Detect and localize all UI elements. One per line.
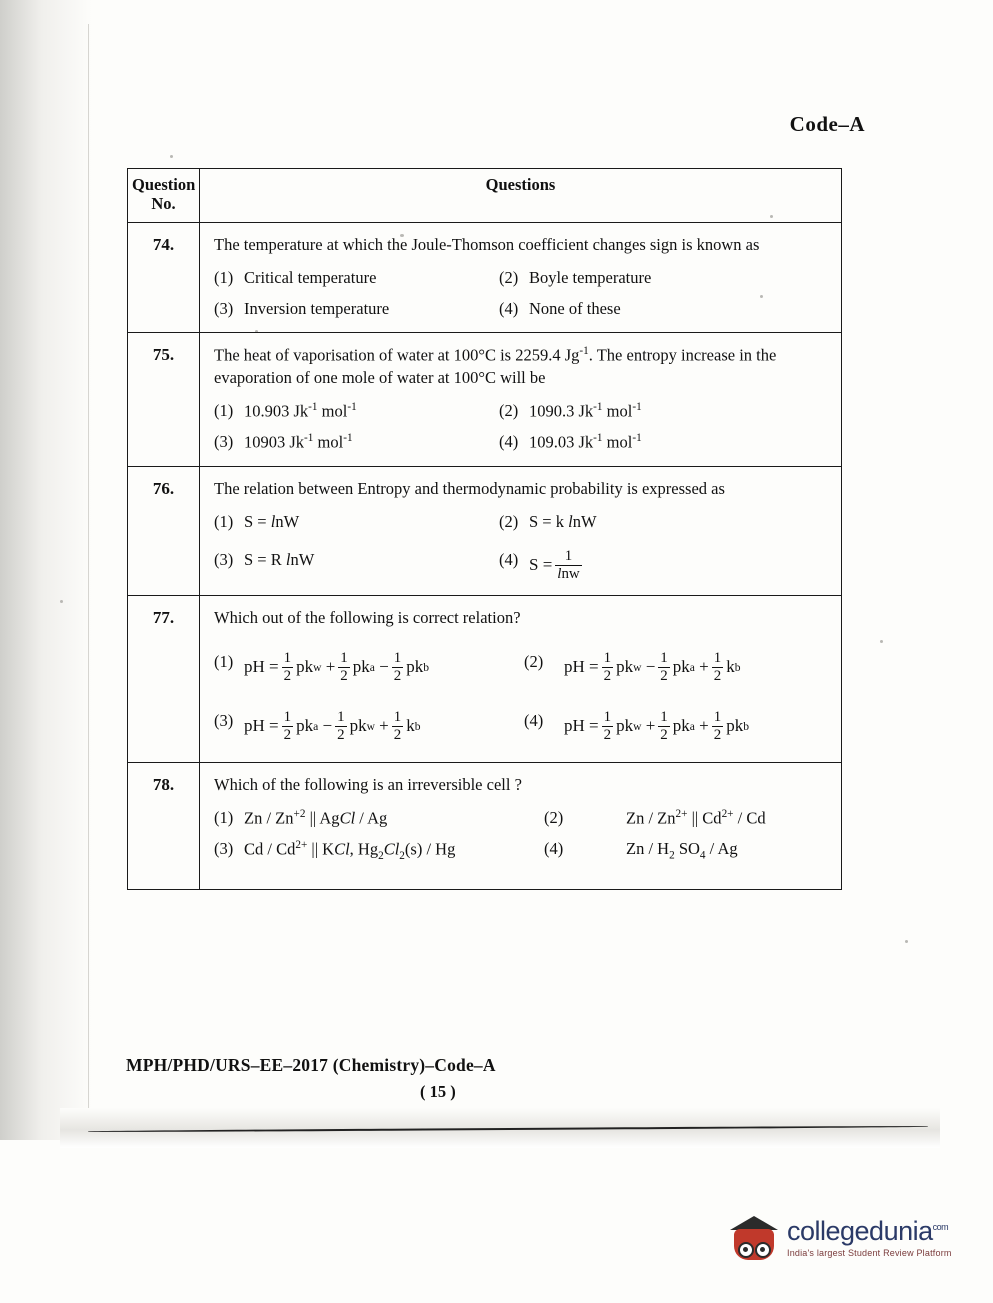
option-label: (2) <box>499 512 519 532</box>
option-text: 1090.3 $Jk^{-1}$ mol$^{-1}$ <box>529 400 642 421</box>
question-stem: The temperature at which the Joule-Thomson coefficient changes sign is known as <box>214 234 760 254</box>
option-label: (2) <box>499 267 519 287</box>
header-questions: Questions <box>485 175 556 194</box>
option-text: pH = $\frac{1}{2}$ pk w + $\frac{1}{2}$ pk a + $\frac{1}{2}$ pk b <box>564 708 750 743</box>
option-3[interactable] <box>214 838 544 864</box>
scan-speck <box>170 155 173 158</box>
option-text: S = R lnW <box>244 550 315 570</box>
option-4[interactable] <box>499 431 642 453</box>
option-2[interactable] <box>499 511 597 533</box>
table-row <box>128 762 842 890</box>
code-label: Code–A <box>789 112 865 136</box>
question-stem: Which out of the following is correct relation? <box>214 607 521 627</box>
option-label: (4) <box>499 298 519 318</box>
option-label: (2) <box>524 651 544 671</box>
option-2[interactable] <box>499 267 651 289</box>
watermark-name: collegedunia$^{com}$ <box>787 1216 949 1246</box>
option-text: pH = $\frac{1}{2}$ pk a − $\frac{1}{2}$ pk w + $\frac{1}{2}$ k b <box>244 708 421 743</box>
question-body <box>200 333 841 466</box>
option-1[interactable] <box>214 400 499 422</box>
questions-table <box>127 168 842 890</box>
option-text: pH = $\frac{1}{2}$ pk w + $\frac{1}{2}$ pk a − $\frac{1}{2}$ pk b <box>244 649 430 684</box>
option-label: (4) <box>499 550 519 570</box>
option-text: Zn / $H_2$ $SO_4$ / Ag <box>626 838 738 862</box>
option-2[interactable] <box>544 807 766 829</box>
scan-speck <box>880 640 883 643</box>
question-stem: The relation between Entropy and thermodynamic probability is expressed as <box>214 479 725 499</box>
option-label: (4) <box>544 838 564 858</box>
header-question-no: Question No. <box>132 175 196 213</box>
page-left-shadow <box>0 0 92 1140</box>
table-header-row <box>128 169 842 223</box>
scan-speck <box>60 600 63 603</box>
question-number: 74. <box>152 234 175 254</box>
option-label: (3) <box>214 710 234 730</box>
table-row <box>128 595 842 762</box>
options-list <box>214 267 829 320</box>
question-body <box>200 763 841 890</box>
option-label: (1) <box>214 807 234 827</box>
table-row <box>128 222 842 332</box>
option-label: (2) <box>544 807 564 827</box>
option-4[interactable] <box>544 838 738 863</box>
question-body <box>200 223 841 332</box>
option-text: S = $\frac{1}{\ln w}$ <box>529 548 580 582</box>
option-label: (4) <box>499 432 519 452</box>
question-number: 78. <box>152 774 175 794</box>
option-text: S = lnW <box>244 512 300 532</box>
option-text: 10903 $Jk^{-1}$ mol$^{-1}$ <box>244 432 353 452</box>
table-row <box>128 333 842 467</box>
option-label: (3) <box>214 432 234 452</box>
options-list <box>214 511 829 582</box>
option-text: Inversion temperature <box>244 298 390 318</box>
option-1[interactable] <box>214 267 499 289</box>
option-3[interactable] <box>214 298 499 320</box>
option-label: (3) <box>214 298 234 318</box>
option-1[interactable] <box>214 511 499 533</box>
option-text: 109.03 $Jk^{-1}$ mol$^{-1}$ <box>529 432 642 452</box>
question-body <box>200 467 841 595</box>
option-4[interactable] <box>524 710 749 743</box>
option-label: (3) <box>214 838 234 858</box>
option-label: (1) <box>214 512 234 532</box>
option-4[interactable] <box>499 298 621 320</box>
watermark-tagline: India's largest Student Review Platform <box>787 1248 952 1258</box>
option-text: S = k lnW <box>529 512 597 532</box>
stem-superscript: -1 <box>579 345 589 358</box>
fraction: $\frac{1}{\ln w}$ <box>557 548 580 582</box>
option-label: (2) <box>499 400 519 420</box>
options-list <box>214 651 829 743</box>
stem-part-1: The heat of vaporisation of water at 100°C is 2259.4 Jg <box>214 345 580 365</box>
options-list <box>214 807 829 864</box>
page-edge-line <box>88 24 89 1129</box>
question-number: 76. <box>152 479 175 499</box>
option-label: (4) <box>524 710 544 730</box>
stem-part-2: . The entropy increase in the evaporation of one mole of water at 100°C will be <box>214 345 777 387</box>
question-stem: Which of the following is an irreversible cell ? <box>214 774 522 794</box>
option-text: Zn / $Zn^{+2}$ || AgCl / Ag <box>244 807 388 828</box>
option-1[interactable] <box>214 807 544 829</box>
option-3[interactable] <box>214 710 524 743</box>
option-label: (1) <box>214 400 234 420</box>
options-list <box>214 400 829 454</box>
option-1[interactable] <box>214 651 524 684</box>
option-text: Cd / $Cd^{2+}$ || KCl, $Hg_2Cl_2(s)$ / Hg <box>244 838 456 862</box>
option-label: (1) <box>214 267 234 287</box>
option-2[interactable] <box>499 400 642 422</box>
collegedunia-watermark <box>728 1212 952 1264</box>
scan-speck <box>905 940 908 943</box>
option-3[interactable] <box>214 431 499 453</box>
option-text: Critical temperature <box>244 267 377 287</box>
question-number: 75. <box>152 345 175 365</box>
option-label: (1) <box>214 651 234 671</box>
option-text: None of these <box>529 298 621 318</box>
question-body <box>200 596 841 762</box>
footer-page-number: ( 15 ) <box>420 1082 456 1101</box>
question-number: 77. <box>152 607 175 627</box>
table-row <box>128 467 842 596</box>
option-label: (3) <box>214 550 234 570</box>
question-stem <box>214 344 829 388</box>
option-text: Boyle temperature <box>529 267 652 287</box>
option-2[interactable] <box>524 651 741 684</box>
option-4[interactable] <box>499 549 585 582</box>
option-text: 10.903 $Jk^{-1}$ mol$^{-1}$ <box>244 400 357 421</box>
footer-exam-code: MPH/PHD/URS–EE–2017 (Chemistry)–Code–A <box>126 1055 496 1075</box>
option-text: Zn / $Zn^{2+}$ || $Cd^{2+}$ / Cd <box>626 807 766 828</box>
graduate-mascot-icon <box>728 1212 780 1264</box>
option-text: pH = $\frac{1}{2}$ pk w − $\frac{1}{2}$ pk a + $\frac{1}{2}$ k b <box>564 649 741 684</box>
option-3[interactable] <box>214 549 499 571</box>
